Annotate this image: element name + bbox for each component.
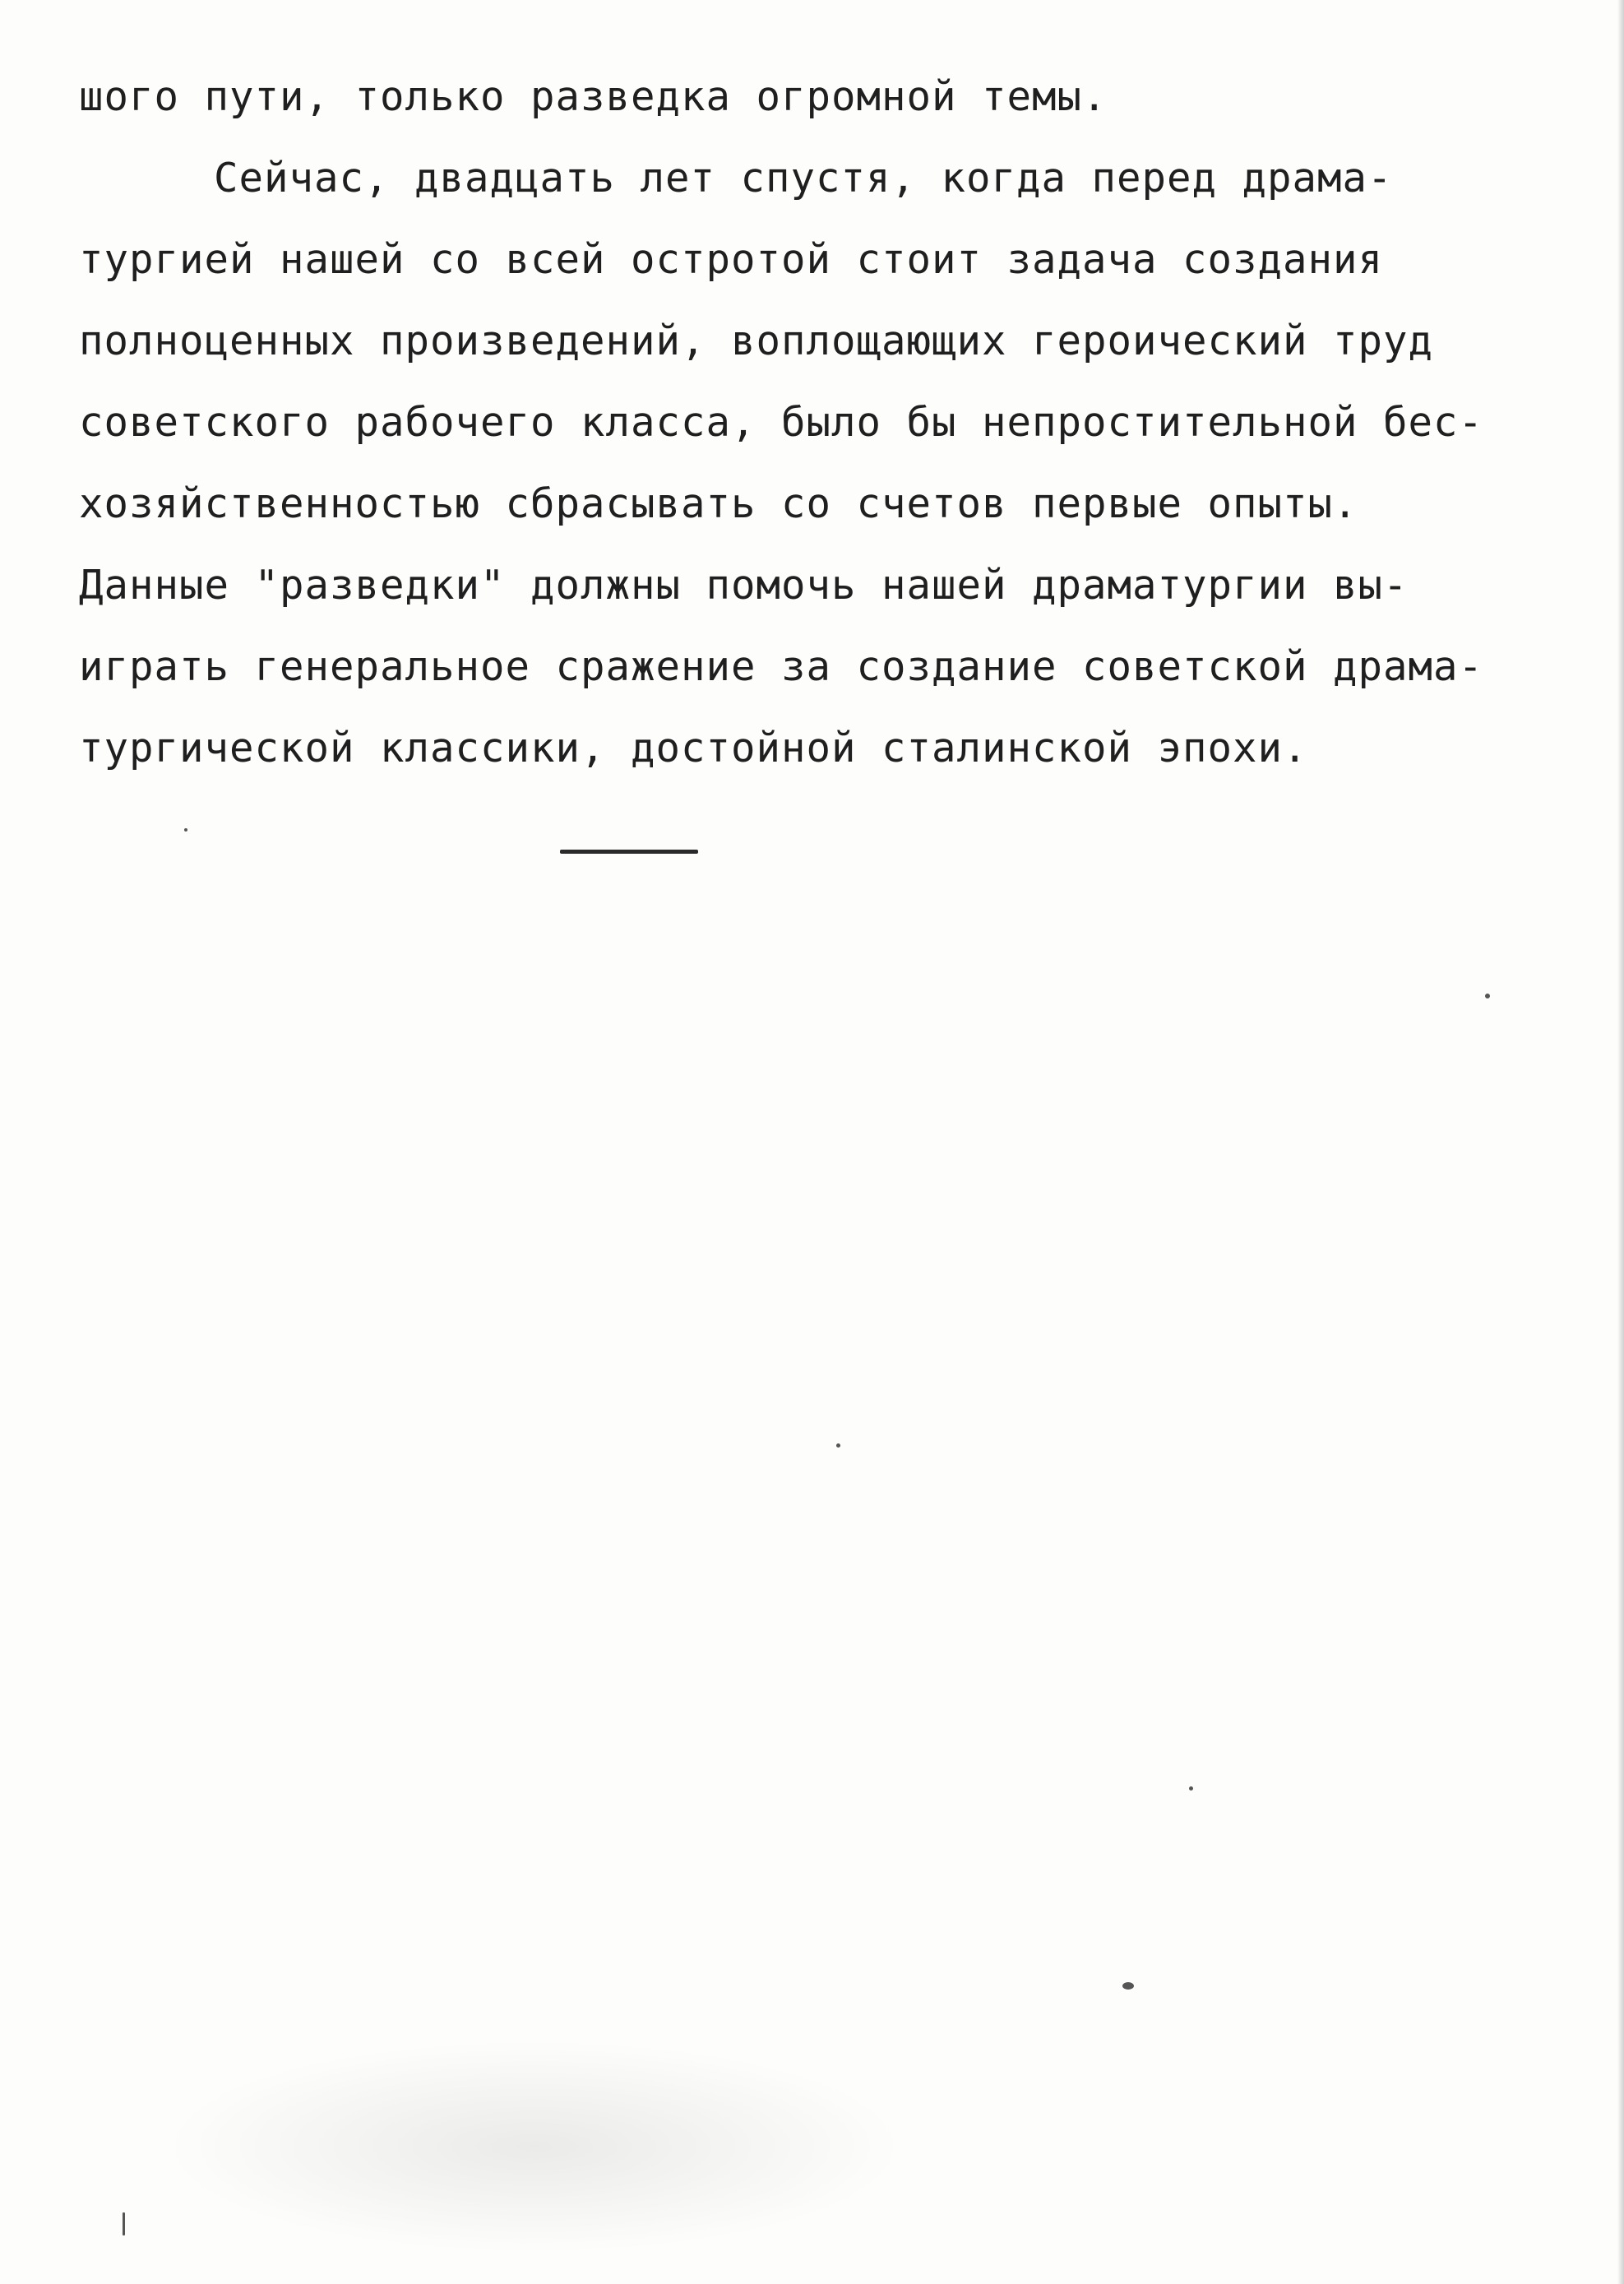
text-line: тургической классики, достойной сталинской эпохи. (79, 725, 1308, 771)
text-line: полноценных произведений, воплощающих героический труд (79, 317, 1434, 364)
text-line: Сейчас, двадцать лет спустя, когда перед драма- (214, 155, 1393, 202)
ink-speck (1485, 994, 1490, 998)
ink-speck (836, 1443, 840, 1448)
ink-speck (123, 2212, 125, 2235)
text-line: советского рабочего класса, было бы непростительной бес- (79, 399, 1484, 446)
text-line: играть генеральное сражение за создание советской драма- (79, 643, 1484, 690)
paper-smudge (164, 2040, 905, 2254)
text-line: тургией нашей со всей остротой стоит задача создания (79, 236, 1384, 283)
page-edge (1617, 0, 1624, 2284)
ink-speck (184, 828, 187, 832)
section-end-rule (560, 850, 698, 854)
body-text (79, 56, 1592, 789)
ink-speck (1122, 1982, 1134, 1990)
text-line: шого пути, только разведка огромной темы. (79, 73, 1108, 120)
text-line: Данные "разведки" должны помочь нашей драматургии вы- (79, 562, 1409, 609)
text-line: хозяйственностью сбрасывать со счетов первые опыты. (79, 480, 1358, 527)
ink-speck (1189, 1786, 1193, 1791)
